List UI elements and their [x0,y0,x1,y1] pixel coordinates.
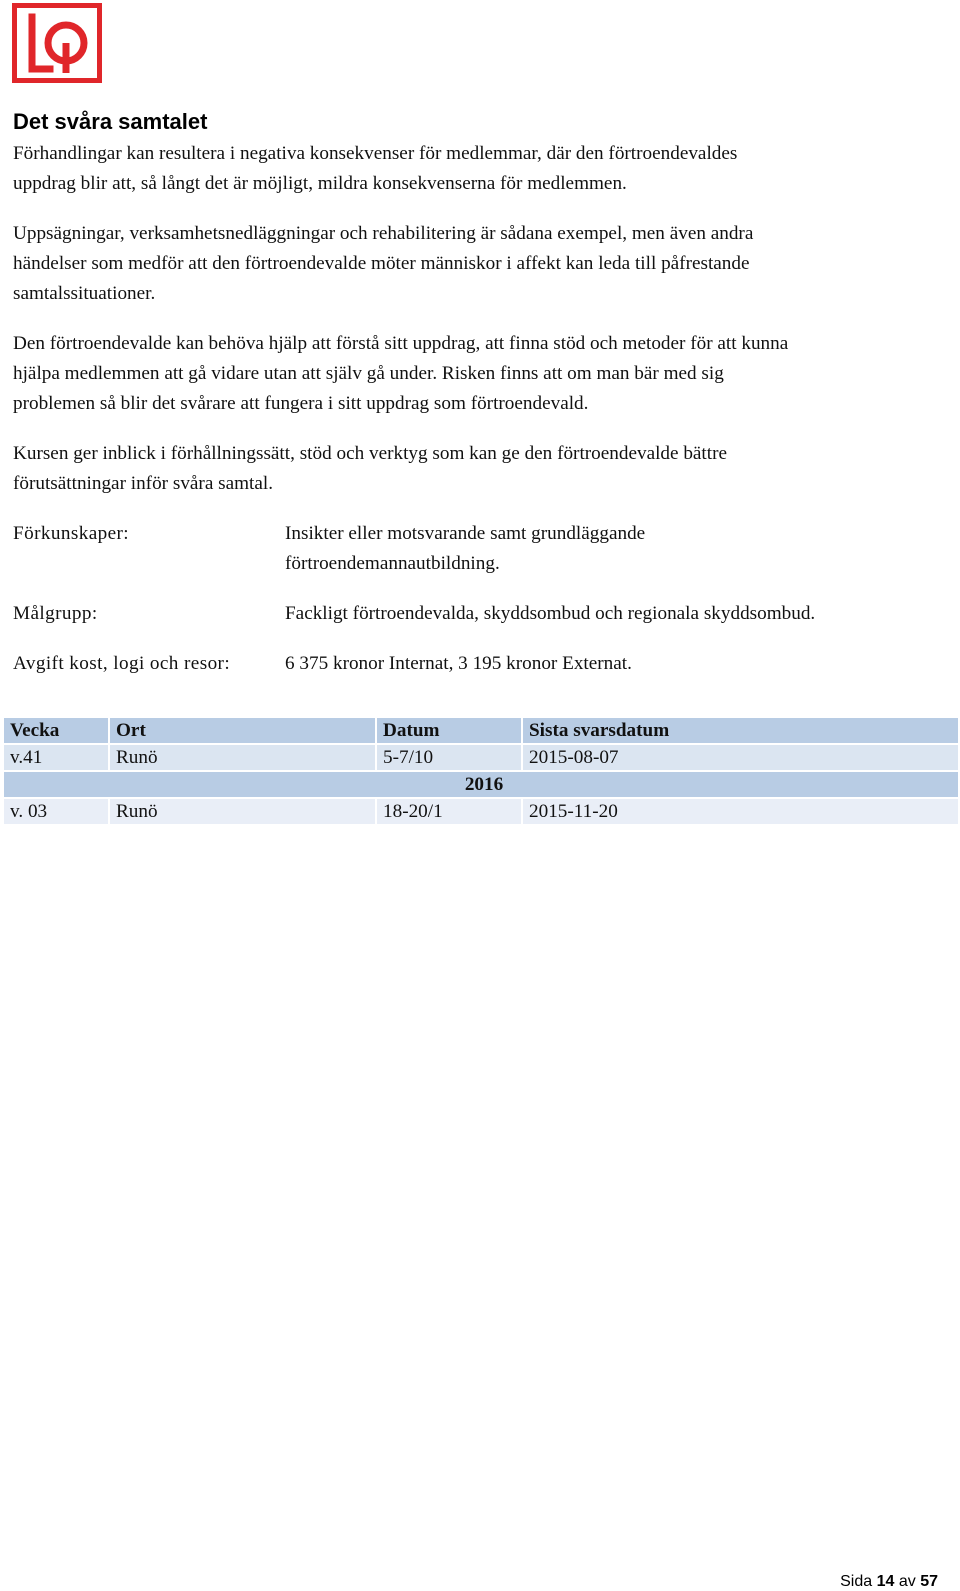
text-line: Kursen ger inblick i förhållningssätt, stöd och verktyg som kan ge den förtroendevalde bättre [13,443,728,464]
table-cell: v. 03 [4,799,108,824]
column-header: Datum [377,718,521,743]
text-line: förtroendemannautbildning. [285,553,500,574]
text-line: händelser som medför att den förtroendevalde möter människor i affekt kan leda till påfrestande [13,253,750,274]
table-cell: 2015-08-07 [523,745,958,770]
table-cell: 18-20/1 [377,799,521,824]
intro-paragraph [13,139,953,199]
course-paragraph [13,439,953,499]
column-header: Sista svarsdatum [523,718,958,743]
footer-prefix: Sida [840,1573,873,1590]
table-cell: Runö [110,799,375,824]
table-row [4,799,958,824]
footer-separator: av [898,1573,916,1590]
text-line: förutsättningar inför svåra samtal. [13,473,274,494]
page-number-footer [840,1574,938,1590]
course-schedule-table [2,716,960,826]
table-cell: 5-7/10 [377,745,521,770]
target-group-label: Målgrupp: [13,603,98,624]
lo-logo [12,3,102,83]
page-title: Det svåra samtalet [13,109,208,134]
table-cell: 2015-11-20 [523,799,958,824]
examples-paragraph [13,219,953,309]
text-line: Insikter eller motsvarande samt grundläggande [285,523,646,544]
text-line: Förhandlingar kan resultera i negativa konsekvenser för medlemmar, där den förtroendevaldes [13,143,738,164]
year-label: 2016 [4,772,958,797]
prerequisites-value [285,519,645,579]
table-header-row [4,718,958,743]
fee-label: Avgift kost, logi och resor: [13,653,231,674]
table-cell: v.41 [4,745,108,770]
table-row [4,745,958,770]
text-line: Uppsägningar, verksamhetsnedläggningar och rehabilitering är sådana exempel, men även andra [13,223,754,244]
text-line: samtalssituationer. [13,283,156,304]
year-separator-row [4,772,958,797]
column-header: Ort [110,718,375,743]
lo-logo-icon [12,3,102,83]
support-paragraph [13,329,953,419]
total-page-count: 57 [920,1573,938,1590]
target-group-value: Fackligt förtroendevalda, skyddsombud och regionala skyddsombud. [285,603,816,624]
text-line: uppdrag blir att, så långt det är möjligt, mildra konsekvenserna för medlemmen. [13,173,627,194]
text-line: Den förtroendevalde kan behöva hjälp att förstå sitt uppdrag, att finna stöd och metoder för att kunna [13,333,789,354]
column-header: Vecka [4,718,108,743]
fee-value: 6 375 kronor Internat, 3 195 kronor Externat. [285,653,632,674]
table-cell: Runö [110,745,375,770]
prerequisites-label: Förkunskaper: [13,523,130,544]
text-line: hjälpa medlemmen att gå vidare utan att själv gå under. Risken finns att om man bär med sig [13,363,724,384]
current-page-number: 14 [876,1573,895,1590]
text-line: problemen så blir det svårare att fungera i sitt uppdrag som förtroendevald. [13,393,589,414]
